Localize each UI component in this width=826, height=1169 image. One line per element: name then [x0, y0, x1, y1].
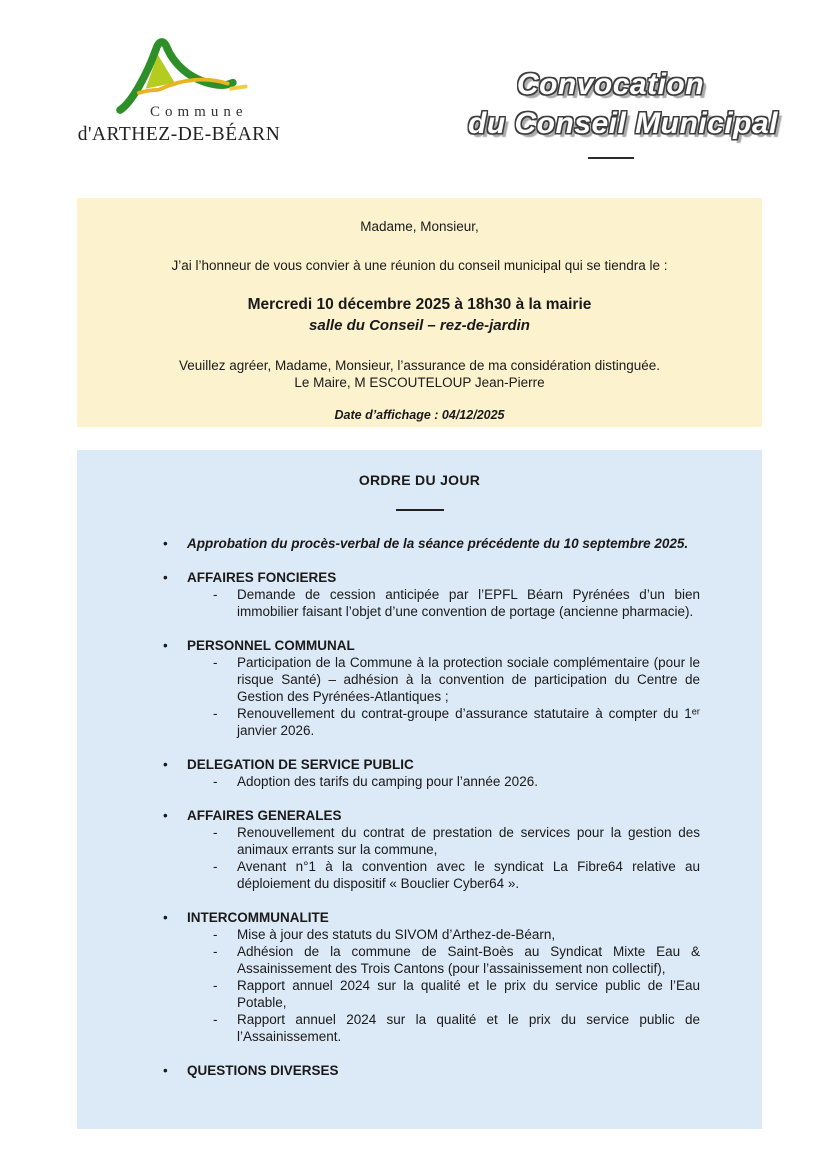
agenda-subitem-text: Adoption des tarifs du camping pour l’année 2026. [237, 774, 538, 789]
agenda-section [163, 535, 700, 552]
dash-marker: - [213, 774, 218, 789]
agenda-subitem-text: Rapport annuel 2024 sur la qualité et le prix du service public de l’Assainissement. [237, 1012, 700, 1044]
bullet-marker: • [163, 536, 168, 551]
dash-marker: - [213, 944, 218, 959]
agenda-section-heading: Approbation du procès-verbal de la séance précédente du 10 septembre 2025. [187, 536, 689, 551]
dash-marker: - [213, 859, 218, 874]
agenda-subitem [213, 943, 700, 977]
dash-marker: - [213, 587, 218, 602]
mayor-signature: Le Maire, M ESCOUTELOUP Jean-Pierre [294, 375, 545, 390]
dash-marker: - [213, 706, 218, 721]
agenda-subitem [213, 773, 700, 790]
agenda-divider [396, 509, 444, 511]
bullet-marker: • [163, 1063, 168, 1078]
agenda-subitem-text: Renouvellement du contrat de prestation de services pour la gestion des animaux errants sur la commune, [237, 825, 700, 857]
agenda-subitem [213, 858, 700, 892]
agenda-subitem [213, 1011, 700, 1045]
agenda-subitem-text: Adhésion de la commune de Saint-Boès au Syndicat Mixte Eau & Assainissement des Trois Cantons (pour l’assainissement non collectif), [237, 944, 700, 976]
agenda-section [163, 1062, 700, 1079]
agenda-box [77, 450, 762, 1129]
agenda-subitem [213, 705, 700, 739]
agenda-subitem [213, 977, 700, 1011]
agenda-section-heading: QUESTIONS DIVERSES [187, 1063, 339, 1078]
closing-formula: Veuillez agréer, Madame, Monsieur, l’assurance de ma considération distinguée. [178, 358, 661, 373]
agenda-title: ORDRE DU JOUR [358, 472, 481, 488]
title-line-conseil: du Conseil Municipal [468, 107, 779, 140]
agenda-subitem-text: Participation de la Commune à la protection sociale complémentaire (pour le risque Santé) – adhésion à la convention de participation du Centre de Gestion des Pyrénées-Atlantiques ; [237, 655, 700, 704]
agenda-subitem-text: Rapport annuel 2024 sur la qualité et le prix du service public de l’Eau Potable, [237, 978, 700, 1010]
salutation: Madame, Monsieur, [360, 219, 479, 234]
display-date: Date d’affichage : 04/12/2025 [334, 408, 505, 422]
logo-text-commune: Commune [150, 104, 248, 120]
dash-marker: - [213, 978, 218, 993]
agenda-subitem-text: Mise à jour des statuts du SIVOM d’Arthez-de-Béarn, [237, 927, 556, 942]
meeting-date: Mercredi 10 décembre 2025 à 18h30 à la mairie [247, 296, 592, 313]
agenda-section-heading: INTERCOMMUNALITE [187, 910, 329, 925]
agenda-section-heading: DELEGATION DE SERVICE PUBLIC [187, 757, 414, 772]
invitation-intro: J’ai l’honneur de vous convier à une réunion du conseil municipal qui se tiendra le : [171, 258, 668, 273]
agenda-section [163, 569, 700, 620]
bullet-marker: • [163, 570, 168, 585]
bullet-marker: • [163, 757, 168, 772]
agenda-subitem [213, 654, 700, 705]
bullet-marker: • [163, 910, 168, 925]
meeting-location: salle du Conseil – rez-de-jardin [309, 317, 530, 334]
agenda-subitem [213, 824, 700, 858]
agenda-section [163, 637, 700, 739]
agenda-subitem [213, 926, 700, 943]
agenda-section [163, 807, 700, 892]
agenda-subitem-text: Renouvellement du contrat-groupe d’assurance statutaire à compter du 1ᵉʳ janvier 2026. [237, 706, 700, 738]
commune-logo [58, 34, 300, 146]
agenda-section-heading: AFFAIRES FONCIERES [187, 570, 337, 585]
bullet-marker: • [163, 808, 168, 823]
dash-marker: - [213, 927, 218, 942]
dash-marker: - [213, 825, 218, 840]
dash-marker: - [213, 1012, 218, 1027]
title-divider [588, 157, 634, 159]
agenda-section [163, 756, 700, 790]
agenda-subitem-text: Demande de cession anticipée par l’EPFL Béarn Pyrénées d’un bien immobilier faisant l’objet d’une convention de portage (ancienne pharmacie). [237, 587, 700, 619]
dash-marker: - [213, 655, 218, 670]
invitation-box [77, 198, 762, 427]
agenda-section-heading: AFFAIRES GENERALES [187, 808, 342, 823]
document-title [468, 68, 779, 159]
agenda-subitem [213, 586, 700, 620]
agenda-list [77, 535, 762, 1079]
agenda-subitem-text: Avenant n°1 à la convention avec le syndicat La Fibre64 relative au déploiement du dispositif « Bouclier Cyber64 ». [237, 859, 700, 891]
agenda-section [163, 909, 700, 1045]
title-line-convocation: Convocation [516, 68, 705, 101]
agenda-section-heading: PERSONNEL COMMUNAL [187, 638, 355, 653]
bullet-marker: • [163, 638, 168, 653]
logo-text-arthez: d'ARTHEZ-DE-BÉARN [77, 124, 281, 145]
